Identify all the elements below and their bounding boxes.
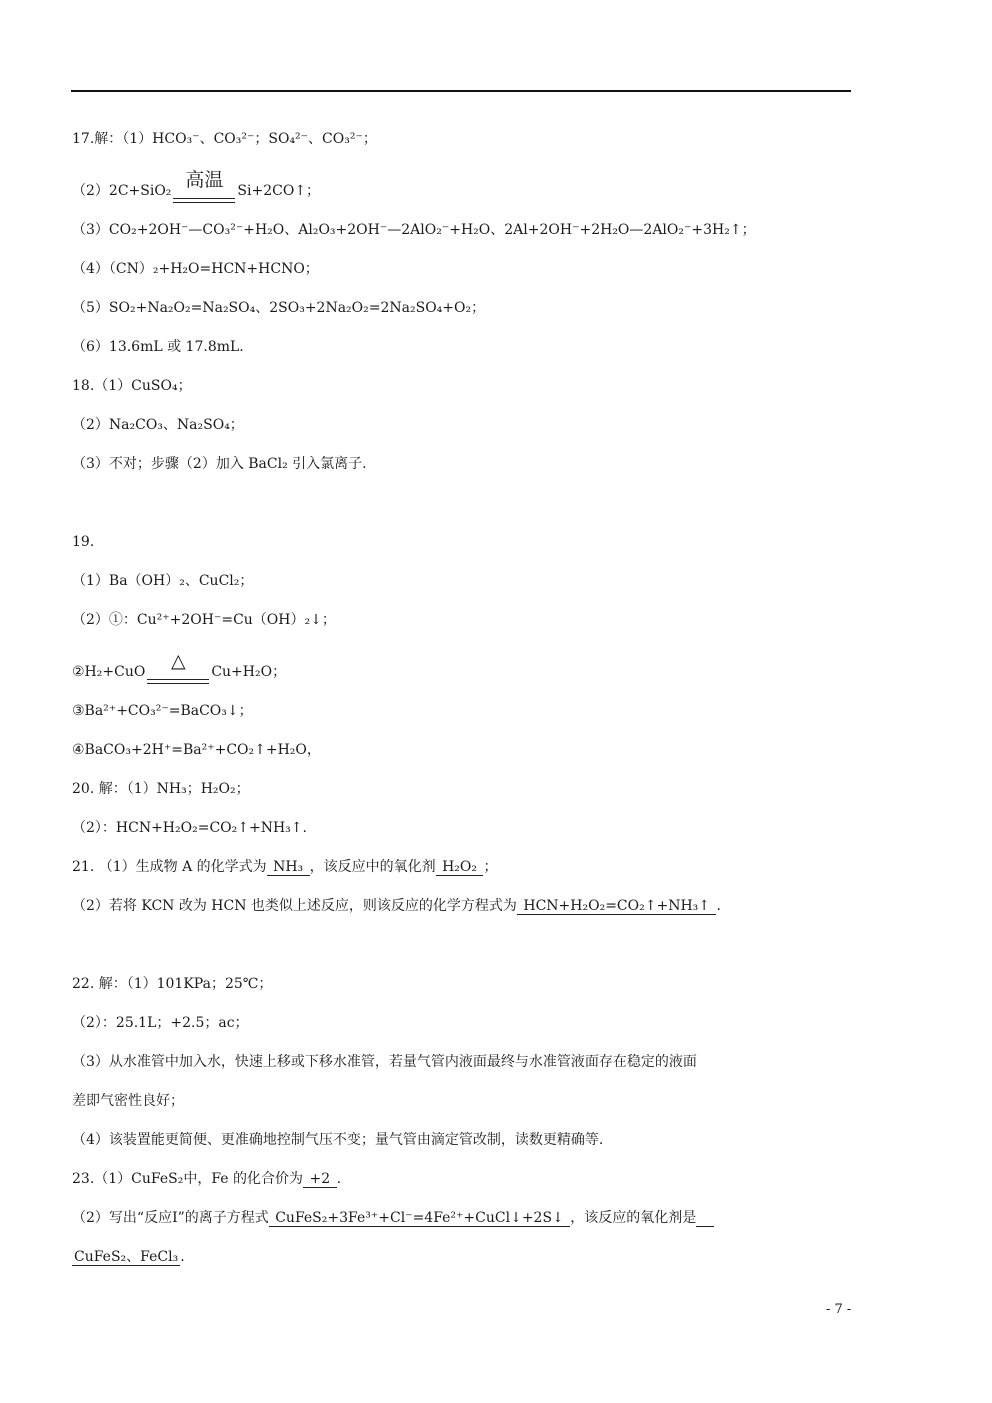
answer-18-line-1: 18.（1）CuSO₄；	[72, 378, 192, 394]
answer-23-line-2	[72, 1208, 714, 1228]
text-segment: （2）写出“反应Ⅰ”的离子方程式	[72, 1210, 269, 1226]
answer-17-line-1: 17.解：（1）HCO₃⁻、CO₃²⁻；SO₄²⁻、CO₃²⁻；	[72, 131, 377, 147]
answer-17-line-6: （6）13.6mL 或 17.8mL.	[72, 339, 244, 355]
condition-high-temperature: 高温	[185, 169, 224, 191]
answer-22-line-1: 22. 解：（1）101KPa；25℃；	[72, 976, 273, 992]
text-segment: .	[180, 1249, 185, 1265]
filled-blank: +2	[305, 1171, 335, 1187]
answer-21-line-1	[72, 857, 497, 877]
page-number: - 7 -	[826, 1302, 852, 1317]
answer-21-line-2	[72, 896, 721, 916]
text-segment: ；	[483, 859, 498, 875]
answer-17-line-5: （5）SO₂+Na₂O₂=Na₂SO₄、2SO₃+2Na₂O₂=2Na₂SO₄+O₂；	[72, 300, 486, 316]
answer-22-line-3: （3）从水准管中加入水，快速上移或下移水准管，若量气管内液面最终与水准管液面存在稳定的液面	[72, 1054, 697, 1070]
answer-22-line-4: 差即气密性良好；	[72, 1093, 184, 1109]
equation-right: Cu+H₂O；	[211, 664, 287, 680]
answer-17-line-2	[72, 169, 321, 208]
answer-19-line-5: ④BaCO₃+2H⁺=Ba²⁺+CO₂↑+H₂O，	[72, 742, 321, 758]
text-segment: .	[716, 898, 721, 914]
header-rule	[71, 90, 851, 92]
text-segment: .	[336, 1171, 342, 1187]
answer-23-line-1	[72, 1169, 341, 1189]
equation-left: ②H₂+CuO	[72, 664, 146, 680]
filled-blank: HCN+H₂O₂=CO₂↑+NH₃↑	[518, 898, 715, 914]
filled-blank: H₂O₂	[437, 859, 482, 875]
text-segment: ，该反应的氧化剂是	[570, 1210, 697, 1226]
equation-left: （2）2C+SiO₂	[72, 183, 172, 199]
answer-19-line-3	[72, 650, 287, 689]
filled-blank: NH₃	[268, 859, 308, 875]
answer-17-line-4: （4）（CN）₂+H₂O=HCN+HCNO；	[72, 261, 319, 277]
answer-18-line-3: （3）不对；步骤（2）加入 BaCl₂ 引入氯离子.	[72, 456, 367, 472]
answer-20-line-1: 20. 解：（1）NH₃；H₂O₂；	[72, 781, 250, 797]
answer-19-heading: 19.	[72, 534, 95, 550]
text-segment: ，该反应中的氧化剂	[309, 859, 436, 875]
answer-19-line-4: ③Ba²⁺+CO₃²⁻=BaCO₃↓；	[72, 703, 253, 719]
answer-22-line-2: （2）：25.1L；+2.5；ac；	[72, 1015, 249, 1031]
answer-17-line-3: （3）CO₂+2OH⁻—CO₃²⁻+H₂O、Al₂O₃+2OH⁻—2AlO₂⁻+H₂O、2Al+2OH⁻+2H₂O—2AlO₂⁻+3H₂↑；	[72, 222, 756, 238]
reaction-condition-equals	[147, 650, 209, 689]
text-segment: 23.（1）CuFeS₂中，Fe 的化合价为	[72, 1171, 304, 1187]
text-segment: （2）若将 KCN 改为 HCN 也类似上述反应，则该反应的化学方程式为	[72, 898, 517, 914]
filled-blank: CuFeS₂、FeCl₃	[74, 1249, 179, 1265]
answer-18-line-2: （2）Na₂CO₃、Na₂SO₄；	[72, 417, 244, 433]
equation-right: Si+2CO↑；	[237, 183, 321, 199]
filled-blank: CuFeS₂+3Fe³⁺+Cl⁻=4Fe²⁺+CuCl↓+2S↓	[270, 1210, 569, 1226]
filled-blank	[696, 1210, 713, 1227]
answer-19-line-2: （2）①：Cu²⁺+2OH⁻=Cu（OH）₂↓；	[72, 612, 336, 628]
answer-20-line-2: （2）：HCN+H₂O₂=CO₂↑+NH₃↑.	[72, 820, 307, 836]
text-segment: 21. （1）生成物 A 的化学式为	[72, 859, 267, 875]
answer-19-line-1: （1）Ba（OH）₂、CuCl₂；	[72, 573, 254, 589]
condition-heat-symbol: △	[171, 650, 186, 672]
answer-22-line-5: （4）该装置能更简便、更准确地控制气压不变；量气管由滴定管改制，读数更精确等.	[72, 1132, 604, 1148]
answer-23-line-3	[72, 1247, 185, 1267]
reaction-condition-equals	[173, 169, 235, 208]
